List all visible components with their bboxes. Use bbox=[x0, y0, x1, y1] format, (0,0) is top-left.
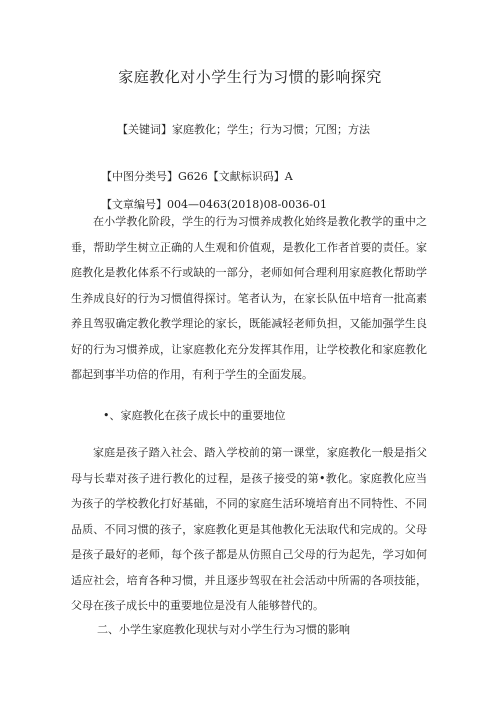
body-paragraph-intro: 在小学教化阶段，学生的行为习惯养成教化始终是教化教学的重中之垂，帮助学生树立正确的人生观和价值观，是教化工作者首要的责任。家庭教化是教化体系不行或缺的一部分，老师如何合理利用家庭教化帮助学生养成良好的行为习惯值得探讨。笔者认为，在家长队伍中培育一批高素养且驾驭确定教化教学理论的家长，既能减轻老师负担，又能加强学生良好的行为习惯养成，让家庭教化充分发挥其作用，让学校教化和家庭教化都起到事半功倍的作用，有利于学生的全面发展。 bbox=[71, 215, 427, 381]
section-heading-2: 二、小学生家庭教化现状与对小学生行为习惯的影响 bbox=[97, 623, 350, 636]
article-number-line: 【文章编号】004—0463(2018)08-0036-01 bbox=[101, 198, 327, 211]
keywords-line: 【关键词】家庭教化；学生；行为习惯；冗图；方法 bbox=[117, 123, 370, 136]
body-paragraph-family-role: 家庭是孩子踏入社会、踏入学校前的第一课堂，家庭教化一般是指父母与长辈对孩子进行教化的过程，是孩子接受的第•教化。家庭教化应当为孩子的学校教化打好基础，不同的家庭生活环境培育出不同特性、不同品质、不同习惯的孩子，家庭教化更是其他教化无法取代和完成的。父母是孩子最好的老师，每个孩子都是从仿照自己父母的行为起先，学习如何适应社会，培育各种习惯，并且逐步驾驭在社会活动中所需的各项技能，父母在孩子成长中的重要地位是没有人能够替代的。 bbox=[71, 446, 427, 612]
classification-line: 【中图分类号】G626【文献标识码】A bbox=[101, 170, 293, 183]
section-heading-1: •、家庭教化在孩子成长中的重要地位 bbox=[103, 409, 286, 422]
paper-title: 家庭教化对小学生行为习惯的影响探究 bbox=[118, 68, 382, 86]
